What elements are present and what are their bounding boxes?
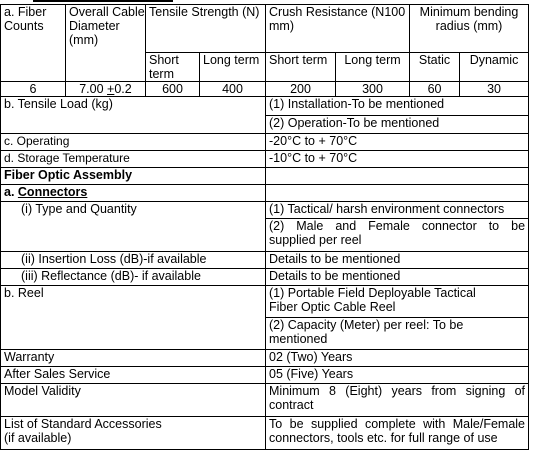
table-row (1, 202, 529, 219)
section-connectors (1, 185, 266, 202)
table-row (1, 185, 529, 202)
reel-line-2: Fiber Optic Cable Reel (269, 300, 396, 314)
label-after-sales: After Sales Service (1, 367, 266, 384)
value-bend-static: 60 (410, 82, 460, 97)
connectors-heading: Connectors (17, 185, 88, 199)
validity-line-1: Minimum 8 (Eight) years from signing of (269, 384, 526, 398)
value-bend-dynamic: 30 (460, 82, 529, 97)
capacity-line-1: (2) Capacity (Meter) per reel: To be (269, 318, 464, 332)
subheader-static: Static (410, 53, 460, 82)
header-fiber-counts: a. Fiber Counts (1, 5, 66, 82)
table-row (1, 82, 529, 97)
label-storage: d. Storage Temperature (1, 151, 266, 168)
value-reflectance: Details to be mentioned (266, 269, 529, 286)
capacity-line-2: mentioned (269, 332, 328, 346)
value-operating: -20°C to + 70°C (266, 134, 529, 151)
header-tensile-strength: Tensile Strength (N) (146, 5, 266, 53)
subheader-crush-long: Long term (336, 53, 410, 82)
value-tactical-connectors: (1) Tactical/ harsh environment connectors (266, 202, 529, 219)
label-operating: c. Operating (1, 134, 266, 151)
value-installation: (1) Installation-To be mentioned (266, 97, 529, 116)
table-row (1, 151, 529, 168)
table-row (1, 134, 529, 151)
connectors-prefix: a. (4, 185, 18, 199)
table-row (1, 168, 529, 185)
value-reel-capacity (266, 318, 529, 350)
value-after-sales: 05 (Five) Years (266, 367, 529, 384)
reel-line-1: (1) Portable Field Deployable Tactical (269, 286, 476, 300)
table-row (1, 350, 529, 367)
accessories-value-line-2: connectors, tools etc. for full range of use (269, 431, 498, 445)
value-diameter-tolerance: 0.2 (114, 82, 132, 96)
label-model-validity: Model Validity (1, 384, 266, 417)
label-type-quantity: (i) Type and Quantity (1, 202, 266, 252)
subheader-tensile-short: Short term (146, 53, 200, 82)
table-row (1, 417, 529, 450)
label-accessories (1, 417, 266, 450)
label-tensile-load: b. Tensile Load (kg) (1, 97, 266, 134)
male-female-line-2: supplied per reel (269, 233, 362, 247)
value-crush-long: 300 (336, 82, 410, 97)
empty-cell (266, 185, 529, 202)
header-crush-resistance: Crush Resistance (N100 mm) (266, 5, 410, 53)
label-warranty: Warranty (1, 350, 266, 367)
accessories-line-2: (if available) (4, 431, 72, 445)
value-male-female (266, 219, 529, 252)
value-tensile-short: 600 (146, 82, 200, 97)
value-diameter-nominal: 7.00 (79, 82, 108, 96)
table-row (1, 97, 529, 116)
value-diameter (66, 82, 146, 97)
accessories-line-1: List of Standard Accessories (4, 417, 162, 431)
male-female-line-1: (2) Male and Female connector to be (269, 219, 526, 233)
spec-table (0, 4, 529, 450)
label-reel: b. Reel (1, 286, 266, 350)
table-row (1, 286, 529, 318)
table-row (1, 367, 529, 384)
table-row (1, 252, 529, 269)
value-crush-short: 200 (266, 82, 336, 97)
value-warranty: 02 (Two) Years (266, 350, 529, 367)
table-row (1, 269, 529, 286)
value-model-validity (266, 384, 529, 417)
subheader-dynamic: Dynamic (460, 53, 529, 82)
value-tensile-long: 400 (200, 82, 266, 97)
value-operation: (2) Operation-To be mentioned (266, 116, 529, 134)
label-reflectance: (iii) Reflectance (dB)- if available (1, 269, 266, 286)
plus-minus-symbol: + (107, 82, 115, 96)
value-insertion-loss: Details to be mentioned (266, 252, 529, 269)
table-row (1, 5, 529, 53)
value-fiber-counts: 6 (1, 82, 66, 97)
header-overall-diameter: Overall Cable Diameter (mm) (66, 5, 146, 82)
header-rule (33, 0, 173, 2)
label-insertion-loss: (ii) Insertion Loss (dB)-if available (1, 252, 266, 269)
subheader-crush-short: Short term (266, 53, 336, 82)
value-reel-type (266, 286, 529, 318)
section-fiber-optic-assembly: Fiber Optic Assembly (1, 168, 266, 185)
value-accessories (266, 417, 529, 450)
accessories-value-line-1: To be supplied complete with Male/Female (269, 417, 526, 431)
table-row (1, 384, 529, 417)
header-bending-radius: Minimum bending radius (mm) (410, 5, 529, 53)
subheader-tensile-long: Long term (200, 53, 266, 82)
validity-line-2: contract (269, 398, 314, 412)
value-storage: -10°C to + 70°C (266, 151, 529, 168)
empty-cell (266, 168, 529, 185)
